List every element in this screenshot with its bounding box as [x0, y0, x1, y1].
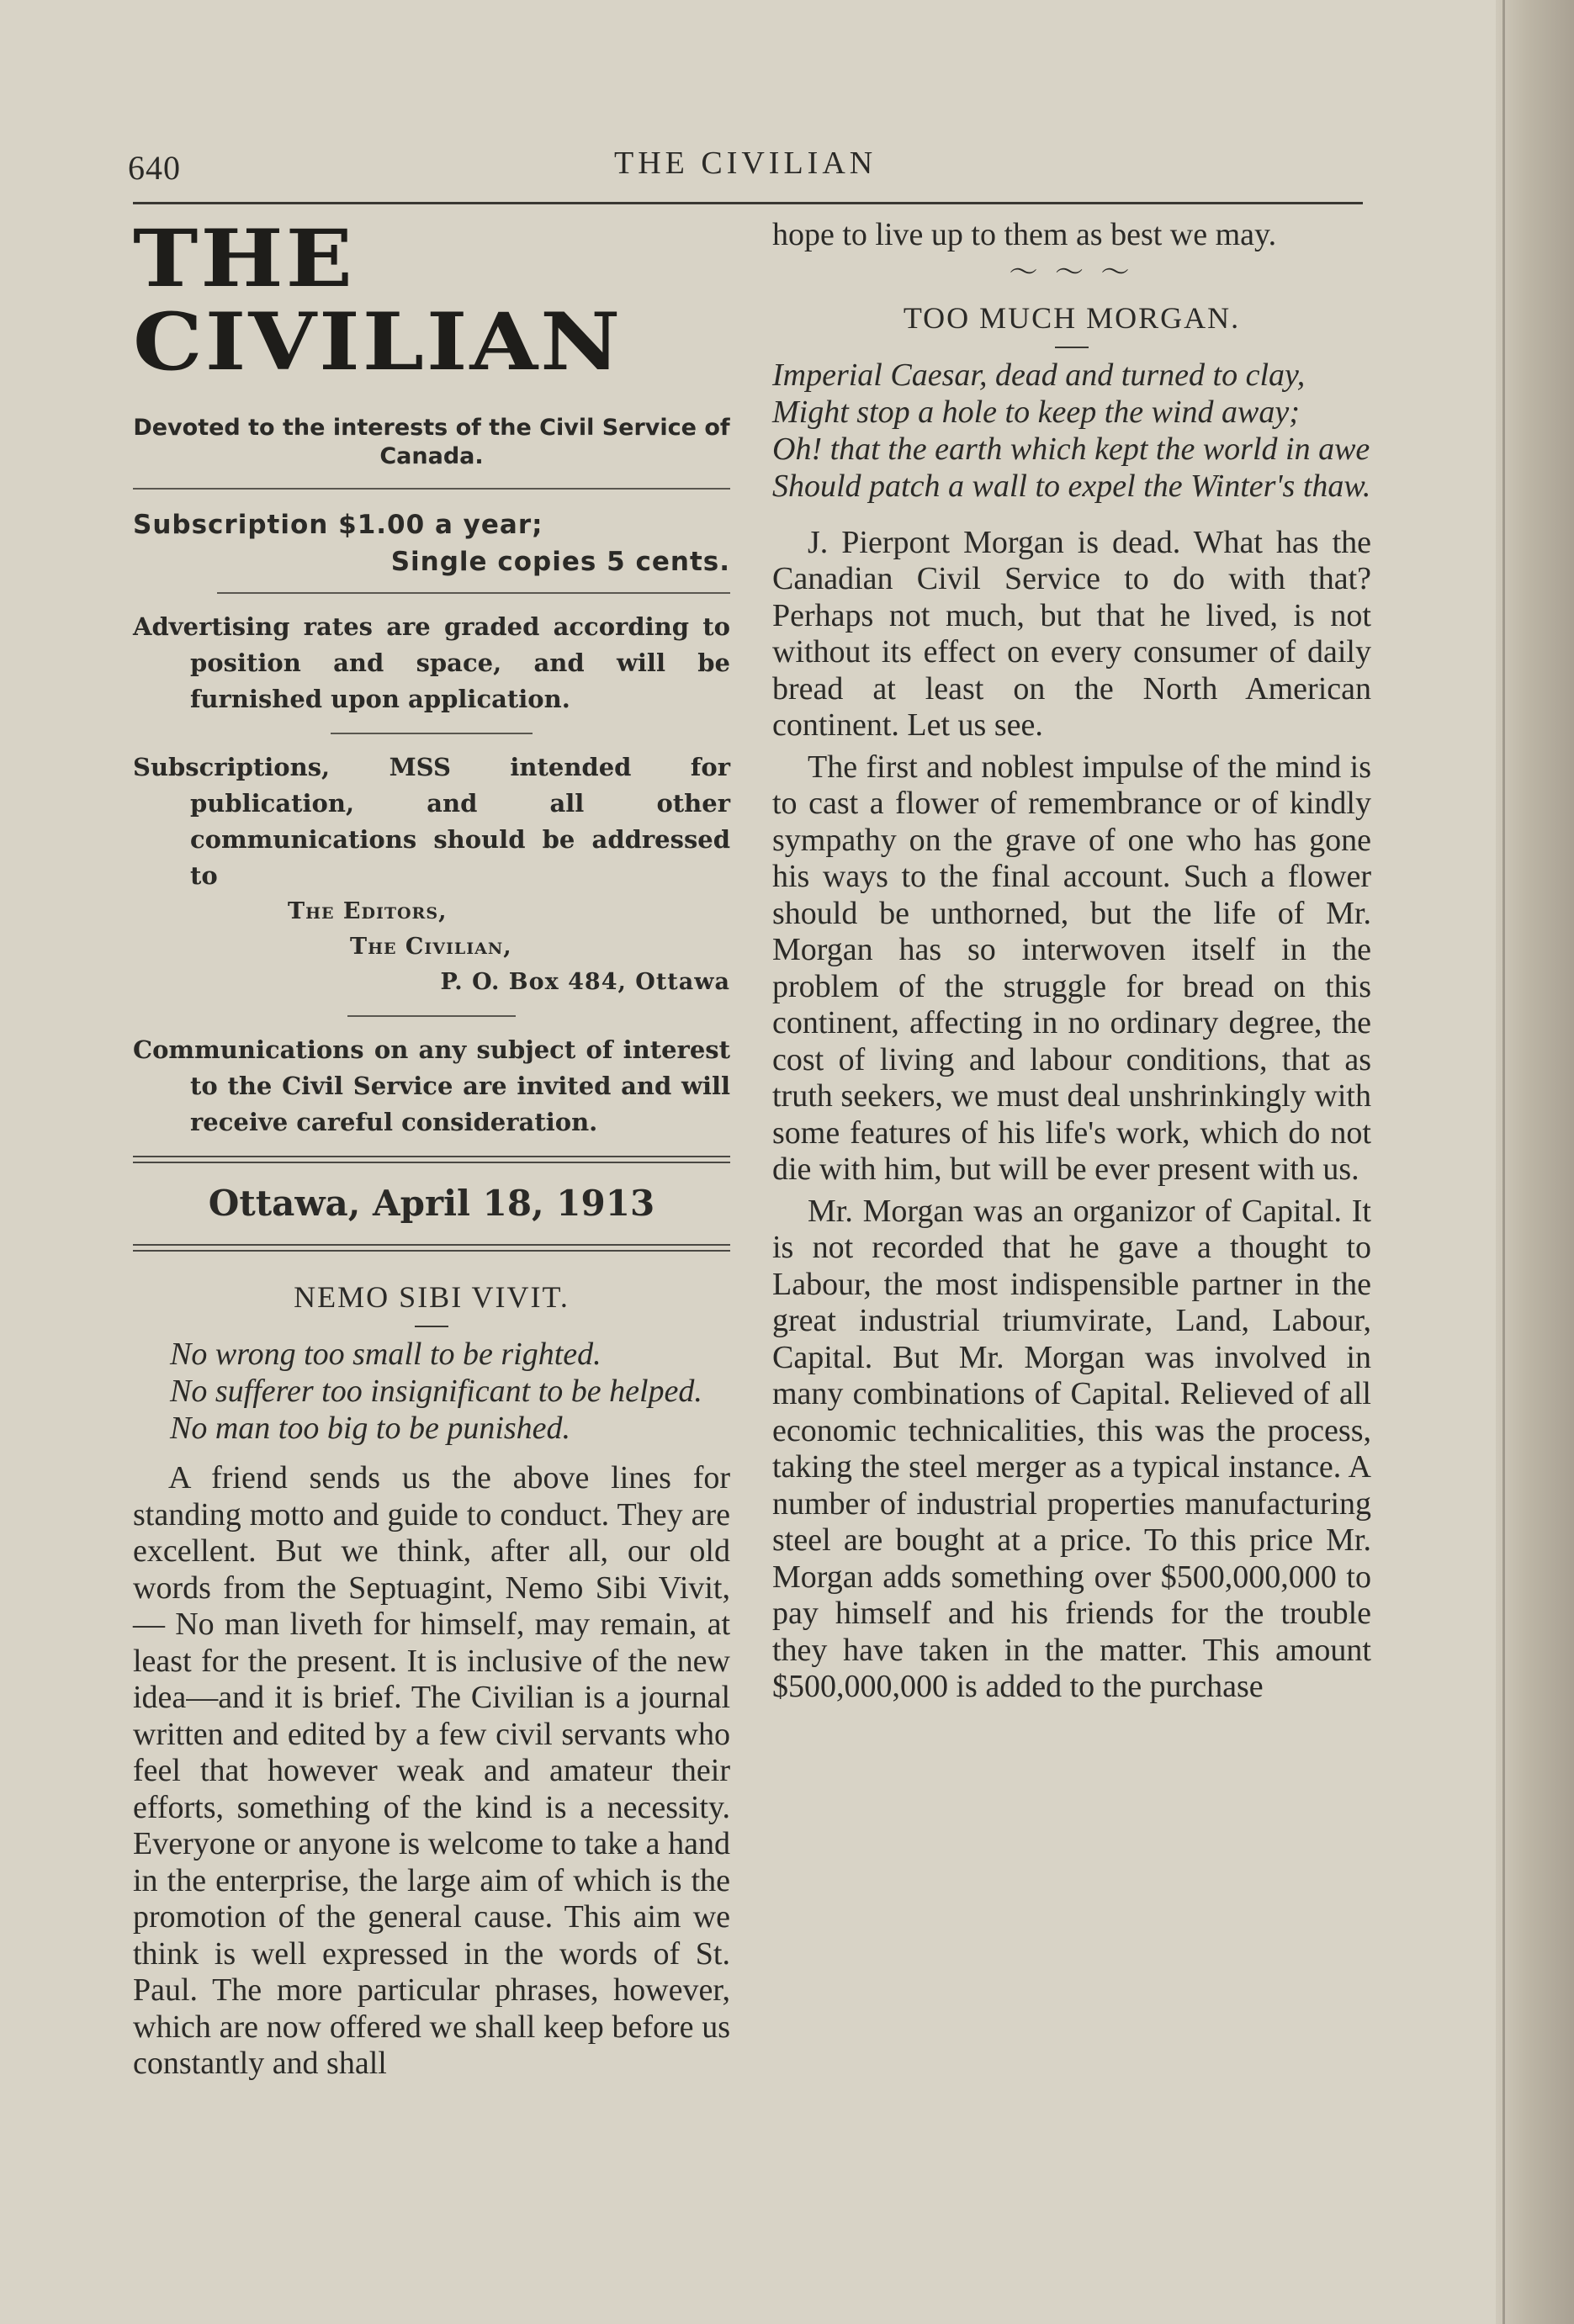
ornament-divider: 〜 〜 〜: [1009, 257, 1135, 289]
communications-notice: Communications on any subject of interest to the Civil Service are invited and will receive careful consideration.: [133, 1035, 730, 1136]
verse-line: Imperial Caesar, dead and turned to clay,: [772, 357, 1306, 393]
left-column: [133, 211, 730, 2083]
article-title: TOO MUCH MORGAN.: [903, 300, 1241, 335]
double-rule: [133, 1244, 730, 1252]
page-number: 640: [128, 149, 181, 187]
double-rule: [133, 1156, 730, 1163]
masthead-tagline: Devoted to the interests of the Civil Service of Canada.: [133, 415, 730, 469]
article-paragraph: A friend sends us the above lines for standing motto and guide to conduct. They are excellent. But we think, after all, our old words from the Septuagint, Nemo Sibi Vivit,— No man liveth for himself, may remain, at least for the present. It is inclusive of the new idea—and it is brief. The Civilian is a journal written and edited by a few civil servants who feel that however weak and amateur their efforts, something of the kind is a necessity. Everyone or anyone is welcome to take a hand in the enterprise, the large aim of which is the promotion of the general cause. This aim we think is well expressed in the words of St. Paul. The more particular phrases, however, which are now offered we shall keep before us constantly and shall: [133, 1460, 730, 2081]
article-title: NEMO SIBI VIVIT.: [294, 1280, 570, 1314]
running-head: [126, 143, 1371, 193]
submissions-notice: Subscriptions, MSS intended for publication, and all other communications should be addressed to: [133, 753, 730, 890]
article-paragraph: Mr. Morgan was an organizor of Capital. It is not recorded that he gave a thought to Labour, the most indispensible partner in the great industrial triumvirate, Land, Labour, Capital. But Mr. Morgan was involved in many combinations of Capital. Relieved of all economic technicalities, this was the process, taking the steel merger as a typical instance. A number of industrial properties manufacturing steel are bought at a price. To this price Mr. Morgan adds something over $500,000,000 to pay himself and his friends for the trouble they have taken in the matter. This amount $500,000,000 is added to the purchase: [772, 1193, 1371, 1704]
epigraph-verse: [772, 357, 1371, 505]
advertising-notice: Advertising rates are graded according to position and space, and will be furnished upon application.: [133, 612, 730, 713]
title-dash: [415, 1326, 448, 1327]
header-rule: [133, 202, 1363, 204]
page-fold-line: [1502, 0, 1505, 2324]
subscription-price: Subscription $1.00 a year;: [133, 510, 543, 540]
divider: [133, 488, 730, 490]
running-title: THE CIVILIAN: [614, 146, 877, 181]
verse-line: No wrong too small to be righted.: [170, 1337, 602, 1372]
verse-line: No sufferer too insignificant to be helped.: [170, 1374, 702, 1409]
motto-verse: [133, 1336, 730, 1447]
title-dash: [1055, 347, 1089, 348]
divider: [347, 1015, 516, 1017]
page-edge: [1496, 0, 1574, 2324]
article-continuation: hope to live up to them as best we may.: [772, 217, 1277, 252]
verse-line: Should patch a wall to expel the Winter's thaw.: [772, 468, 1371, 504]
divider: [217, 592, 730, 594]
masthead-title: THE CIVILIAN: [133, 211, 623, 389]
verse-line: Might stop a hole to keep the wind away;: [772, 394, 1300, 430]
single-copies-price: Single copies 5 cents.: [390, 547, 730, 577]
right-column: [772, 217, 1371, 1706]
divider: [331, 733, 533, 734]
verse-line: No man too big to be punished.: [170, 1411, 571, 1446]
address-line: The Civilian,: [350, 934, 512, 960]
address-line: P. O. Box 484, Ottawa: [440, 969, 730, 995]
article-paragraph: J. Pierpont Morgan is dead. What has the Canadian Civil Service to do with that? Perhaps not much, but that he lived, is not without its effect on every consumer of daily bread at least on the North American continent. Let us see.: [772, 524, 1371, 743]
verse-line: Oh! that the earth which kept the world in awe: [772, 431, 1370, 467]
dateline: Ottawa, April 18, 1913: [208, 1183, 655, 1224]
address-line: The Editors,: [288, 898, 448, 924]
article-paragraph: The first and noblest impulse of the mind is to cast a flower of remembrance or of kindly sympathy on the grave of one who has gone his ways to the final account. Such a flower should be unthorned, but the life of Mr. Morgan has so interwoven itself in the problem of the struggle for bread on this continent, affecting in no ordinary degree, the cost of living and labour conditions, that as truth seekers, we must deal unshrinkingly with some features of his life's work, which do not die with him, but will be ever present with us.: [772, 749, 1371, 1187]
